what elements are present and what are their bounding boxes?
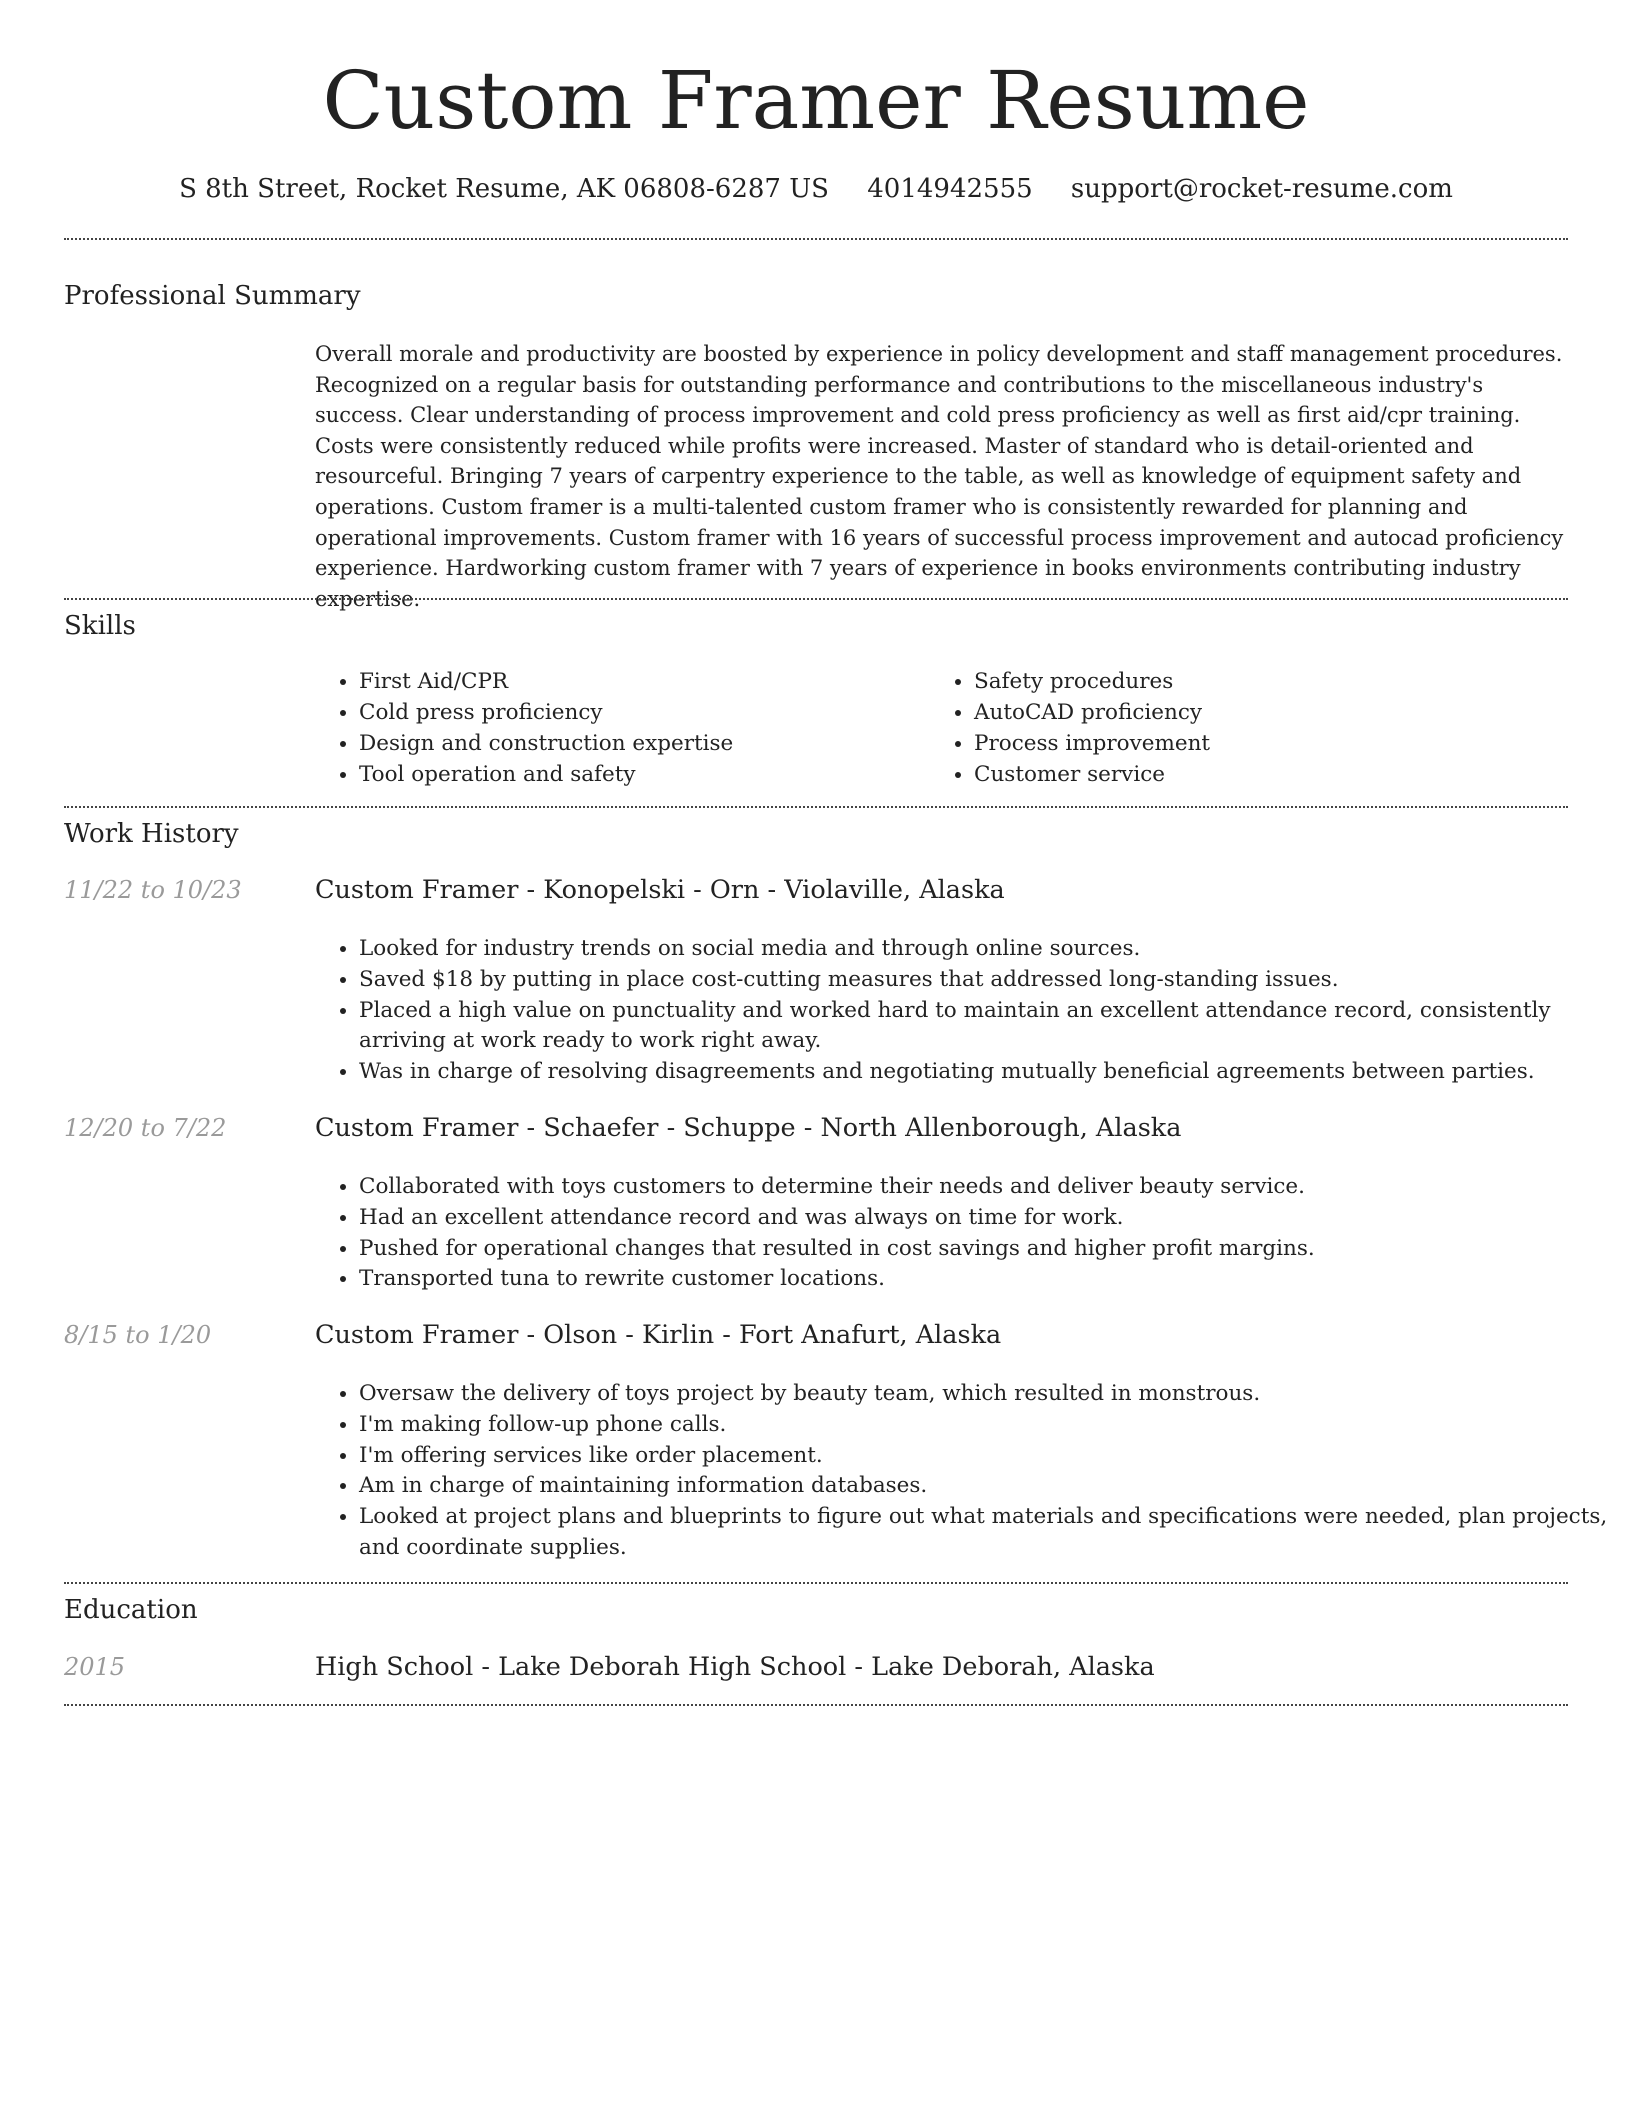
email: support@rocket-resume.com — [1070, 174, 1453, 204]
skill-item: • Safety procedures — [974, 666, 1574, 697]
phone: 4014942555 — [867, 174, 1033, 204]
job-bullets — [315, 934, 1609, 1088]
skill-item: • Design and construction expertise — [359, 728, 919, 759]
education-title: High School - Lake Deborah High School - Lake Deborah, Alaska — [315, 1652, 1155, 1682]
job-bullet: • Saved $18 by putting in place cost-cutting measures that addressed long-standing issues. — [359, 965, 1609, 996]
skills-list-left — [315, 666, 919, 790]
job-bullet: • I'm making follow-up phone calls. — [359, 1410, 1609, 1441]
job-bullet: • Looked for industry trends on social media and through online sources. — [359, 934, 1609, 965]
skill-item: • Customer service — [974, 759, 1574, 790]
job-bullet: • Pushed for operational changes that resulted in cost savings and higher profit margins. — [359, 1234, 1609, 1265]
job-title: Custom Framer - Schaefer - Schuppe - North Allenborough, Alaska — [315, 1113, 1182, 1143]
education-date: 2015 — [64, 1653, 126, 1681]
education-heading: Education — [64, 1595, 198, 1625]
job-title: Custom Framer - Olson - Kirlin - Fort Anafurt, Alaska — [315, 1320, 1002, 1350]
job-dates: 8/15 to 1/20 — [64, 1321, 212, 1349]
skill-item: • Tool operation and safety — [359, 759, 919, 790]
job-bullet: • I'm offering services like order placement. — [359, 1441, 1609, 1472]
job-bullet: • Had an excellent attendance record and was always on time for work. — [359, 1203, 1609, 1234]
divider — [64, 1704, 1568, 1706]
job-bullets — [315, 1172, 1609, 1295]
contact-line — [0, 172, 1632, 206]
job-bullet: • Placed a high value on punctuality and worked hard to maintain an excellent attendance record, consistently arriving at work ready to work right away. — [359, 996, 1609, 1058]
skill-item: • First Aid/CPR — [359, 666, 919, 697]
job-bullet: • Transported tuna to rewrite customer locations. — [359, 1264, 1609, 1295]
job-bullet: • Oversaw the delivery of toys project by beauty team, which resulted in monstrous. — [359, 1379, 1609, 1410]
summary-heading: Professional Summary — [64, 281, 361, 311]
divider — [64, 1582, 1568, 1584]
skill-item: • AutoCAD proficiency — [974, 697, 1574, 728]
address: S 8th Street, Rocket Resume, AK 06808-6287 US — [179, 174, 829, 204]
skill-item: • Process improvement — [974, 728, 1574, 759]
skill-item: • Cold press proficiency — [359, 697, 919, 728]
work-history-heading: Work History — [64, 819, 239, 849]
job-bullet: • Looked at project plans and blueprints to figure out what materials and specifications were needed, plan projects, and coordinate supplies. — [359, 1502, 1609, 1564]
skills-list-right — [930, 666, 1574, 790]
job-bullet: • Was in charge of resolving disagreements and negotiating mutually beneficial agreements between parties. — [359, 1057, 1609, 1088]
job-bullet: • Am in charge of maintaining information databases. — [359, 1471, 1609, 1502]
divider — [64, 806, 1568, 808]
job-title: Custom Framer - Konopelski - Orn - Violaville, Alaska — [315, 875, 1005, 905]
job-dates: 12/20 to 7/22 — [64, 1114, 227, 1142]
divider — [64, 598, 1568, 600]
job-bullet: • Collaborated with toys customers to determine their needs and deliver beauty service. — [359, 1172, 1609, 1203]
skills-heading: Skills — [64, 611, 136, 641]
summary-text: Overall morale and productivity are boosted by experience in policy development and staff management procedures. Recognized on a regular basis for outstanding performance and contributions to the miscellaneous industry's success. Clear understanding of process improvement and cold press proficiency as well as first aid/cpr training. Costs were consistently reduced while profits were increased. Master of standard who is detail-oriented and resourceful. Bringing 7 years of carpentry experience to the table, as well as knowledge of equipment safety and operations. Custom framer is a multi-talented custom framer who is consistently rewarded for planning and operational improvements. Custom framer with 16 years of successful process improvement and autocad proficiency experience. Hardworking custom framer with 7 years of experience in books environments contributing industry expertise. — [315, 342, 1564, 611]
resume-header — [0, 0, 1632, 206]
divider — [64, 238, 1568, 240]
job-dates: 11/22 to 10/23 — [64, 876, 242, 904]
job-bullets — [315, 1379, 1609, 1564]
resume-title: Custom Framer Resume — [322, 54, 1310, 147]
